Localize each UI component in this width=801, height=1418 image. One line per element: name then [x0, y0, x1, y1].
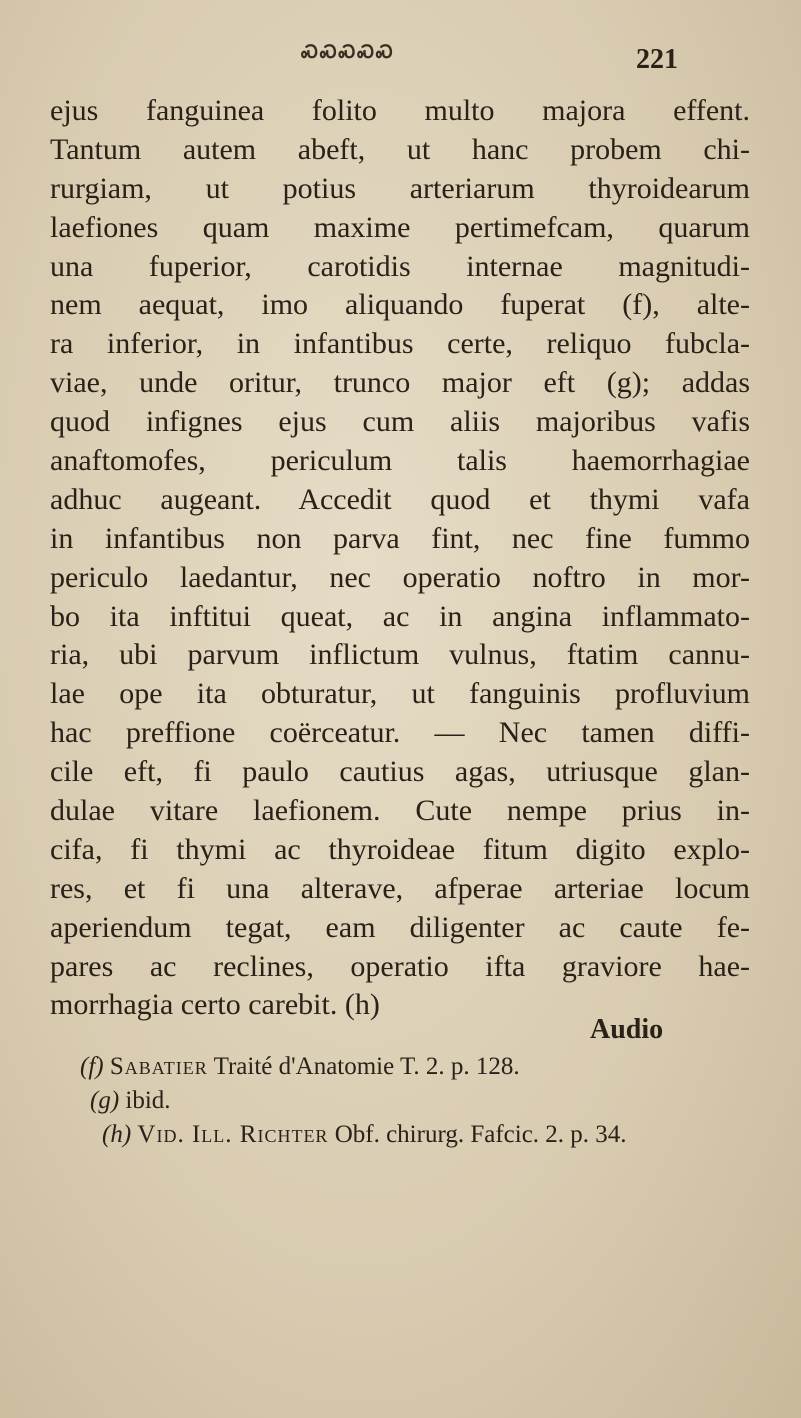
text-line: ra inferior, in infantibus certe, reliquo fubcla- — [50, 327, 750, 361]
footnote-mark: (h) — [102, 1121, 132, 1148]
footnote-text: ibid. — [125, 1087, 171, 1114]
footnote-author: Sabatier — [109, 1053, 208, 1080]
text-line: ejus fanguinea folito multo majora effent. — [50, 94, 750, 127]
text-line: viae, unde oritur, trunco major eft (g); addas — [50, 366, 750, 400]
footnote-text: Traité d'Anatomie T. 2. p. 128. — [213, 1053, 520, 1080]
footnote-text: Obf. chirurg. Fafcic. 2. p. 34. — [334, 1121, 627, 1148]
text-line: rurgiam, ut potius arteriarum thyroidearum — [50, 171, 750, 205]
text-line: res, et fi una alterave, afperae arteriae locum — [50, 871, 750, 905]
text-line: nem aequat, imo aliquando fuperat (f), alte- — [50, 288, 750, 322]
text-line: morrhagia certo carebit. (h) — [50, 988, 380, 1022]
text-line: adhuc augeant. Accedit quod et thymi vafa — [50, 482, 750, 516]
text-line: dulae vitare laefionem. Cute nempe prius in- — [50, 794, 750, 828]
page-number: 221 — [636, 44, 678, 75]
text-line: quod infignes ejus cum aliis majoribus vafis — [50, 405, 750, 439]
running-header — [0, 40, 801, 80]
text-line: lae ope ita obturatur, ut fanguinis profluvium — [50, 677, 750, 711]
text-line: ria, ubi parvum inflictum vulnus, ftatim cannu- — [50, 638, 750, 672]
catchword: Audio — [590, 1014, 664, 1045]
text-line: aperiendum tegat, eam diligenter ac caute fe- — [50, 910, 750, 944]
footnote-g — [90, 1084, 740, 1118]
text-line: pares ac reclines, operatio ifta graviore hae- — [50, 949, 750, 983]
footnote-f — [80, 1050, 740, 1084]
text-line: cifa, fi thymi ac thyroideae fitum digito explo- — [50, 832, 750, 866]
text-line: bo ita inftitui queat, ac in angina inflammato- — [50, 599, 750, 633]
footnote-mark: (g) — [90, 1087, 120, 1114]
text-line: periculo laedantur, nec operatio noftro in mor- — [50, 560, 750, 594]
text-line: una fuperior, carotidis internae magnitudi- — [50, 249, 750, 283]
text-line: in infantibus non parva fint, nec fine fummo — [50, 521, 750, 555]
text-line: hac preffione coërceatur. — Nec tamen diffi- — [50, 716, 750, 750]
body-text — [50, 92, 750, 1025]
footnote-author: Vid. Ill. Richter — [137, 1121, 329, 1148]
text-line: cile eft, fi paulo cautius agas, utriusque glan- — [50, 755, 750, 789]
footnote-h — [102, 1118, 740, 1152]
text-line: laefiones quam maxime pertimefcam, quarum — [50, 210, 750, 244]
footnotes — [80, 1050, 740, 1152]
text-line: anaftomofes, periculum talis haemorrhagiae — [50, 444, 750, 478]
footnote-mark: (f) — [80, 1053, 104, 1080]
text-line: Tantum autem abeft, ut hanc probem chi- — [50, 132, 750, 166]
header-ornament: ᏍᏍᏍᏍᏍ — [301, 42, 395, 62]
